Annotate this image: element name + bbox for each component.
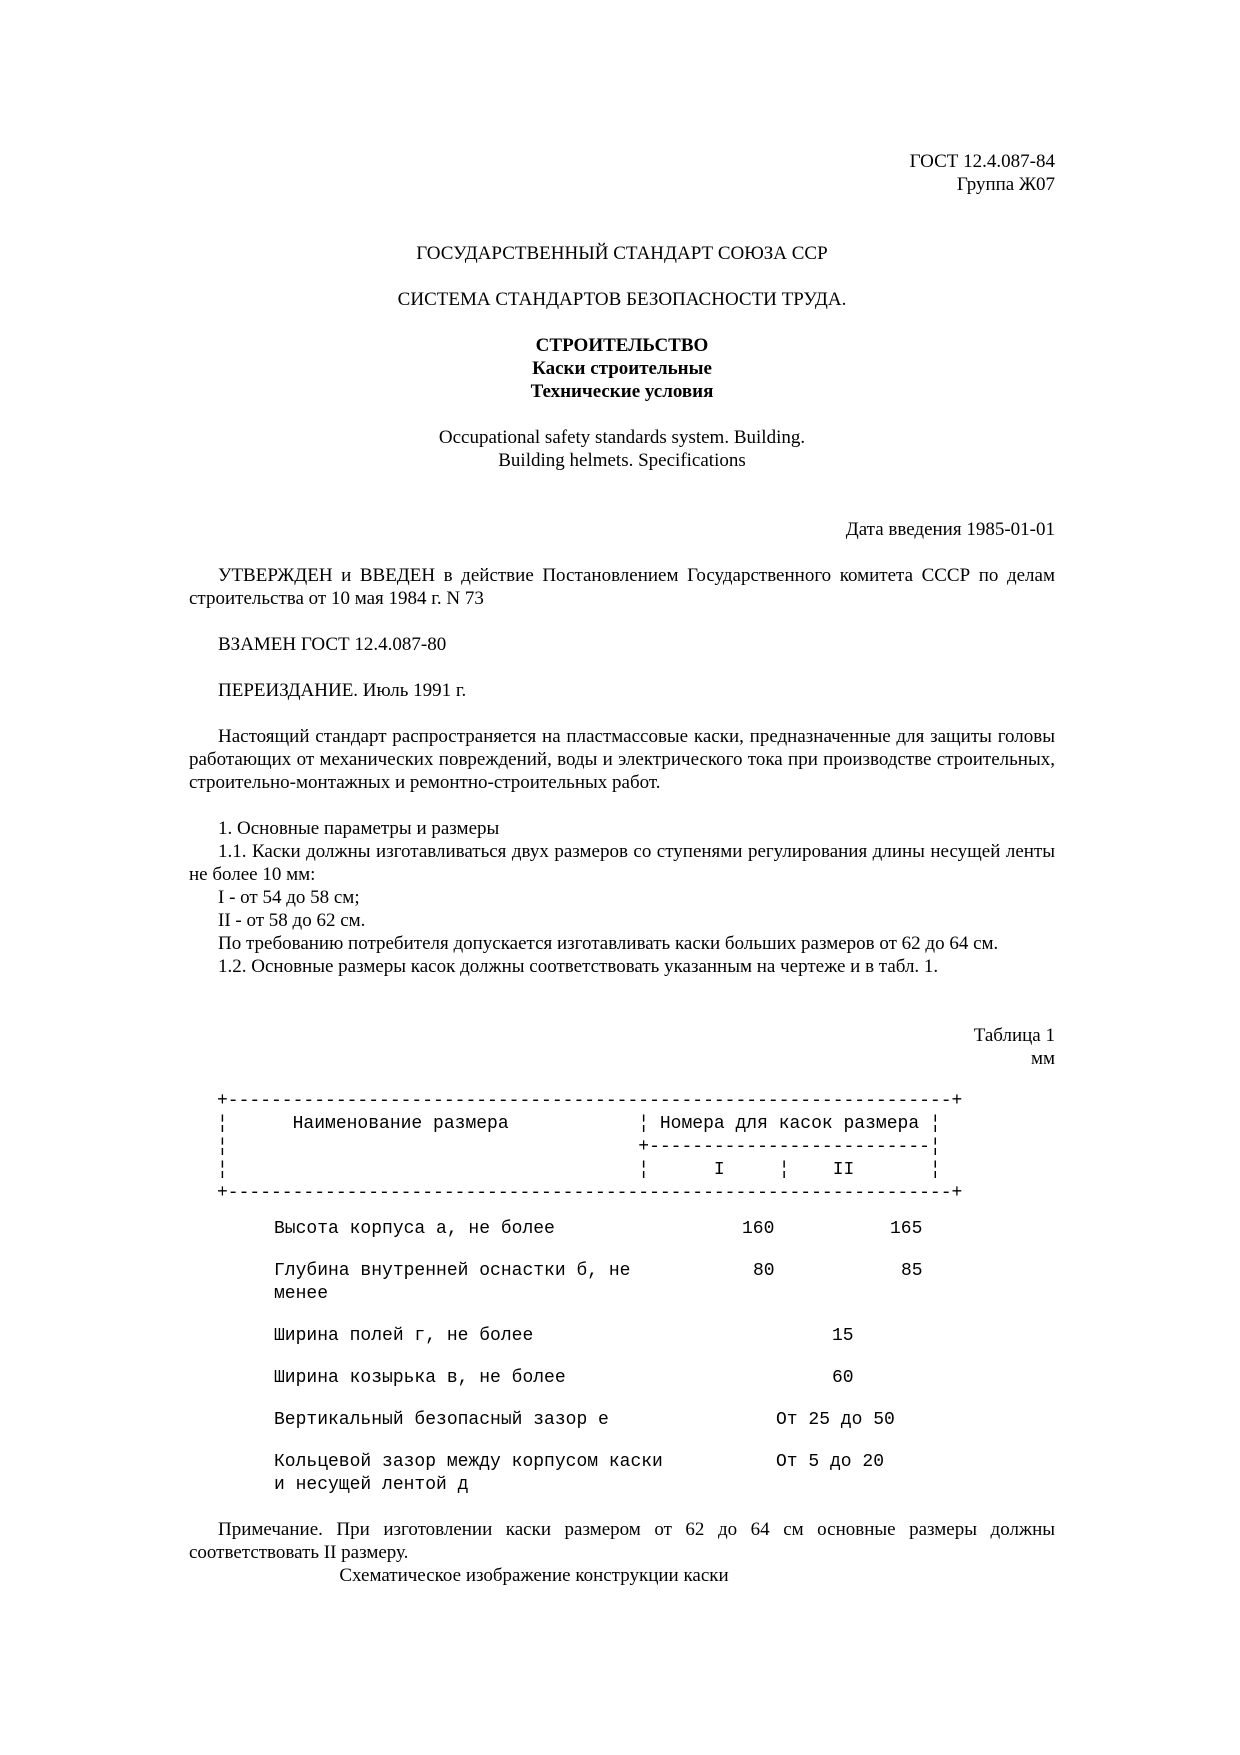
table-header-line: +-------------------------------------------------------------------+ (217, 1091, 963, 1111)
table-row-label: Ширина козырька в, не более (274, 1368, 566, 1388)
table-header-block (217, 1090, 1037, 1205)
document-title (189, 334, 1055, 403)
table-header-line: +-------------------------------------------------------------------+ (217, 1183, 963, 1203)
reissue-paragraph: ПЕРЕИЗДАНИЕ. Июль 1991 г. (218, 680, 467, 701)
group-code: Группа Ж07 (956, 174, 1055, 195)
table-cell-size-1: 160 (742, 1219, 775, 1239)
table-unit: мм (1030, 1048, 1055, 1069)
customer-clause: По требованию потребителя допускается изготавливать каски больших размеров от 62 до 64 см. (218, 933, 999, 954)
table-caption (189, 1024, 1055, 1070)
clause-1-1: 1.1. Каски должны изготавливаться двух размеров со ступенями регулирования длины несущей ленты не более 10 мм: (189, 841, 1055, 885)
title-construction: СТРОИТЕЛЬСТВО (535, 335, 709, 356)
section-1 (189, 817, 1055, 978)
size-2-item: II - от 58 до 62 см. (218, 910, 366, 931)
table-row-label: Ширина полей г, не более (274, 1326, 534, 1346)
english-title-line-2: Building helmets. Specifications (498, 450, 746, 471)
size-1-item: I - от 54 до 58 см; (218, 887, 360, 908)
gost-number: ГОСТ 12.4.087-84 (909, 151, 1055, 172)
table-header-line: ¦ +--------------------------¦ (217, 1137, 941, 1157)
table-row-label: Кольцевой зазор между корпусом каски и несущей лентой д (274, 1452, 663, 1495)
table-cell-merged: От 25 до 50 (776, 1410, 895, 1430)
table-row-label: Глубина внутренней оснастки б, не менее (274, 1261, 631, 1304)
figure-caption: Схематическое изображение конструкции каски (339, 1565, 729, 1586)
table-row-label: Вертикальный безопасный зазор е (274, 1410, 609, 1430)
table-cell-merged: 60 (832, 1368, 854, 1388)
clause-1-2: 1.2. Основные размеры касок должны соответствовать указанным на чертеже и в табл. 1. (218, 956, 939, 977)
table-cell-size-2: 85 (901, 1261, 923, 1281)
table-header-line: ¦ Наименование размера ¦ Номера для касок размера ¦ (217, 1114, 941, 1134)
approval-paragraph: УТВЕРЖДЕН и ВВЕДЕН в действие Постановлением Государственного комитета СССР по делам строительства от 10 мая 1984 г. N 73 (189, 565, 1055, 609)
table-body (189, 1218, 1055, 1508)
scope-paragraph: Настоящий стандарт распространяется на пластмассовые каски, предназначенные для защиты головы работающих от механических повреждений, воды и электрического тока при производстве строительных, строительно-монтажных и ремонтно-строительных работ. (189, 726, 1055, 793)
table-cell-merged: От 5 до 20 (776, 1452, 885, 1472)
note-paragraph: Примечание. При изготовлении каски размером от 62 до 64 см основные размеры должны соответствовать II размеру. (189, 1519, 1055, 1563)
title-specs: Технические условия (530, 381, 714, 402)
table-row-label: Высота корпуса а, не более (274, 1219, 555, 1239)
replaces-paragraph: ВЗАМЕН ГОСТ 12.4.087-80 (218, 634, 447, 655)
english-title-line-1: Occupational safety standards system. Building. (438, 427, 806, 448)
document-header (189, 150, 1055, 196)
table-cell-size-1: 80 (753, 1261, 775, 1281)
section-1-heading: 1. Основные параметры и размеры (218, 818, 500, 839)
english-title (189, 426, 1055, 472)
system-title: СИСТЕМА СТАНДАРТОВ БЕЗОПАСНОСТИ ТРУДА. (397, 289, 847, 310)
title-helmets: Каски строительные (532, 358, 712, 379)
table-cell-size-2: 165 (890, 1219, 923, 1239)
state-standard-title: ГОСУДАРСТВЕННЫЙ СТАНДАРТ СОЮЗА ССР (416, 243, 828, 264)
table-header-line: ¦ ¦ I ¦ II ¦ (217, 1160, 941, 1180)
table-cell-merged: 15 (832, 1326, 854, 1346)
intro-date: Дата введения 1985-01-01 (845, 519, 1055, 540)
table-number: Таблица 1 (973, 1025, 1055, 1046)
